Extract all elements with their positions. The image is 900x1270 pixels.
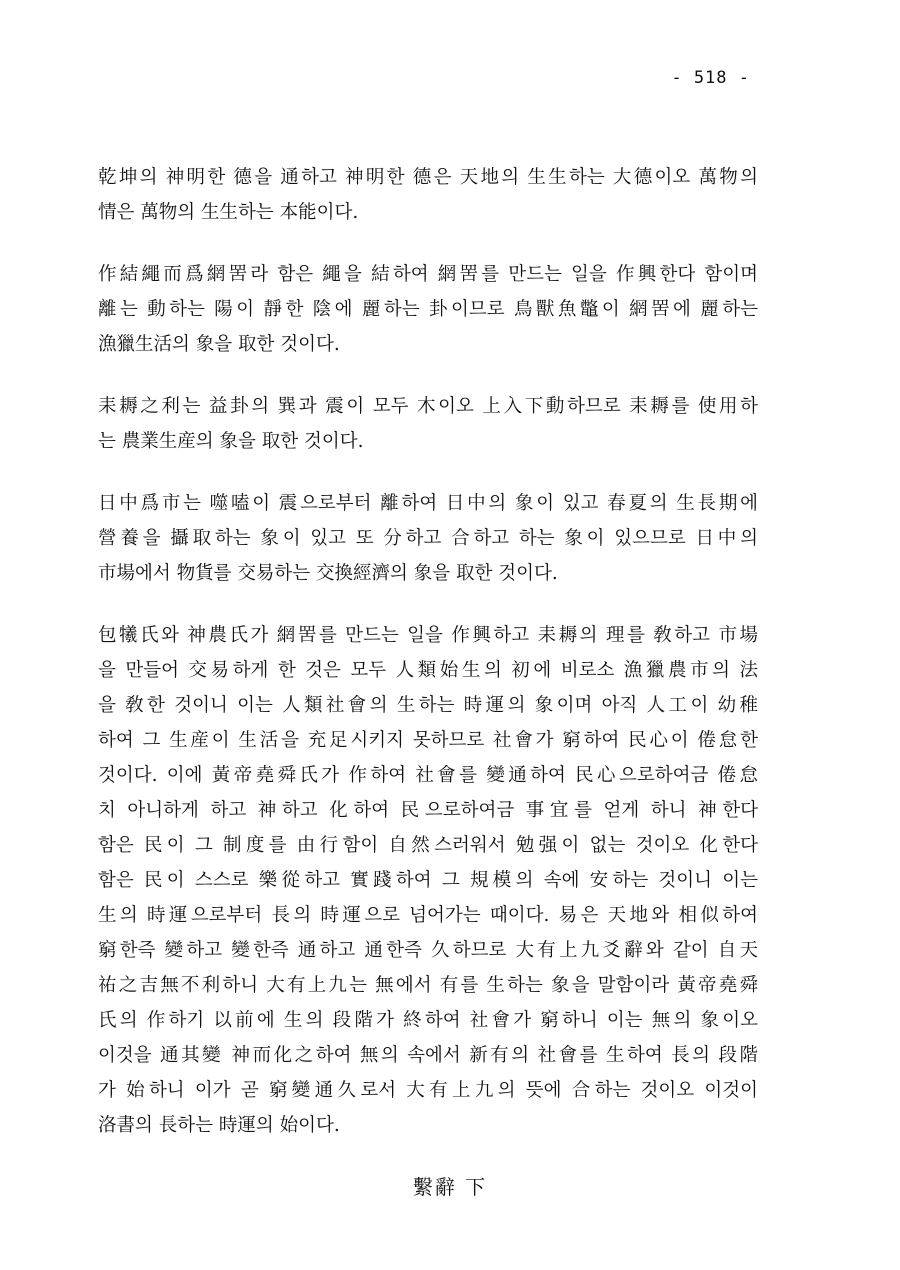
text-line: 市場에서 物貨를 交易하는 交換經濟의 象을 取한 것이다. — [98, 563, 558, 584]
text-line: 氏의 作하기 以前에 生의 段階가 終하여 社會가 窮하니 이는 無의 象이오 — [98, 1010, 758, 1031]
paragraph-4 — [98, 486, 758, 591]
text-line: 耒耨之利는 益卦의 巽과 震이 모두 木이오 上入下動하므로 耒耨를 使用하 — [98, 396, 758, 417]
text-line: 이것을 通其變 神而化之하여 無의 속에서 新有의 社會를 生하여 長의 段階 — [98, 1045, 758, 1066]
text-line: 을 만들어 交易하게 한 것은 모두 人類始生의 初에 비로소 漁獵農市의 法 — [98, 660, 758, 681]
paragraph-1 — [98, 160, 758, 230]
text-line: 生의 時運으로부터 長의 時運으로 넘어가는 때이다. 易은 天地와 相似하여 — [98, 905, 758, 926]
document-body — [98, 160, 758, 1170]
paragraph-2 — [98, 257, 758, 362]
text-line: 가 始하니 이가 곧 窮變通久로서 大有上九의 뜻에 合하는 것이오 이것이 — [98, 1080, 758, 1101]
page-number: - 518 - — [671, 68, 750, 88]
text-line: 것이다. 이에 黃帝堯舜氏가 作하여 社會를 變通하여 民心으로하여금 倦怠 — [98, 765, 758, 786]
text-line: 情은 萬物의 生生하는 本能이다. — [98, 202, 359, 223]
text-line: 洛書의 長하는 時運의 始이다. — [98, 1115, 340, 1136]
text-line: 包犧氏와 神農氏가 網罟를 만드는 일을 作興하고 耒耨의 理를 敎하고 市場 — [98, 625, 758, 646]
text-line: 하여 그 生産이 生活을 充足시키지 못하므로 社會가 窮하여 民心이 倦怠한 — [98, 730, 758, 751]
paragraph-5 — [98, 618, 758, 1143]
paragraph-3 — [98, 389, 758, 459]
text-line: 作結繩而爲網罟라 함은 繩을 結하여 網罟를 만드는 일을 作興한다 함이며 — [98, 264, 758, 285]
text-line: 窮한즉 變하고 變한즉 通하고 通한즉 久하므로 大有上九爻辭와 같이 自天 — [98, 940, 758, 961]
text-line: 營養을 攝取하는 象이 있고 또 分하고 合하고 하는 象이 있으므로 日中의 — [98, 528, 758, 549]
text-line: 離는 動하는 陽이 靜한 陰에 麗하는 卦이므로 鳥獸魚鼈이 網罟에 麗하는 — [98, 299, 758, 320]
text-line: 漁獵生活의 象을 取한 것이다. — [98, 334, 340, 355]
text-line: 함은 民이 스스로 樂從하고 實踐하여 그 規模의 속에 安하는 것이니 이는 — [98, 870, 758, 891]
text-line: 祐之吉無不利하니 大有上九는 無에서 有를 生하는 象을 말함이라 黃帝堯舜 — [98, 975, 758, 996]
text-line: 는 農業生産의 象을 取한 것이다. — [98, 431, 364, 452]
running-footer: 繫辭 下 — [412, 1175, 488, 1199]
text-line: 함은 民이 그 制度를 由行함이 自然스러워서 勉强이 없는 것이오 化한다 — [98, 835, 758, 856]
text-line: 日中爲市는 噬嗑이 震으로부터 離하여 日中의 象이 있고 春夏의 生長期에 — [98, 493, 758, 514]
text-line: 을 敎한 것이니 이는 人類社會의 生하는 時運의 象이며 아직 人工이 幼稚 — [98, 695, 758, 716]
text-line: 乾坤의 神明한 德을 通하고 神明한 德은 天地의 生生하는 大德이오 萬物의 — [98, 167, 758, 188]
text-line: 치 아니하게 하고 神하고 化하여 民으로하여금 事宜를 얻게 하니 神한다 — [98, 800, 758, 821]
